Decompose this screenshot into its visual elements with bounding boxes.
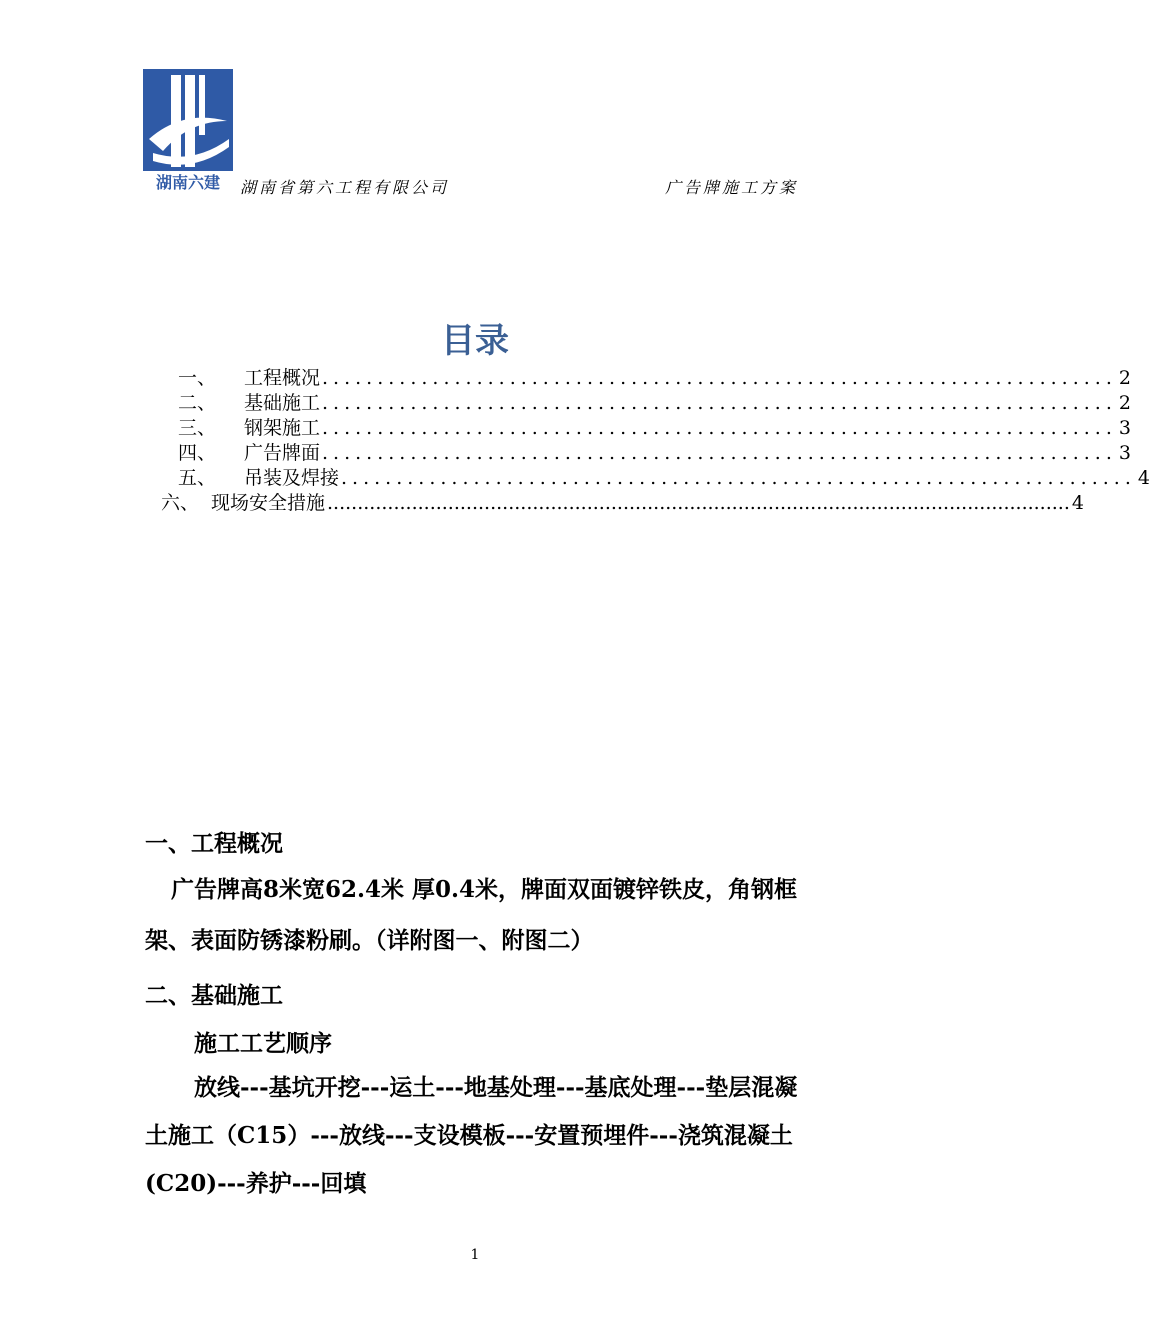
- section-heading-overview: 一、工程概况: [145, 830, 283, 857]
- toc-item[interactable]: [178, 416, 1131, 441]
- toc-item-page: 3: [1118, 442, 1131, 464]
- process-sequence-text: 放线---基坑开挖---运土---地基处理---基底处理---垫层混凝土施工（C15）---放线---支设模板---安置预埋件---浇筑混凝土(C20)---养护---回填: [145, 1074, 798, 1197]
- toc-item-number: 三、: [178, 417, 217, 439]
- toc-leader: ........................................................................: [322, 417, 1117, 439]
- toc-item[interactable]: [161, 491, 1084, 516]
- toc-item-label: 工程概况: [244, 367, 321, 389]
- toc-item-number: 四、: [178, 442, 217, 464]
- company-logo: [143, 69, 233, 193]
- toc-item-label: 基础施工: [244, 392, 321, 414]
- toc-leader: ........................................................................: [341, 467, 1136, 489]
- toc-item-page: 2: [1118, 392, 1131, 414]
- page-number: 1: [470, 1247, 480, 1263]
- toc-item[interactable]: [178, 466, 1150, 491]
- toc-item-number: 二、: [178, 392, 217, 414]
- toc-item-page: 3: [1118, 417, 1131, 439]
- toc-item-label: 钢架施工: [244, 417, 321, 439]
- toc-item-number: 五、: [178, 467, 217, 489]
- toc-item-page: 4: [1071, 492, 1084, 514]
- toc-item-label: 现场安全措施: [211, 492, 326, 514]
- section-body-overview: [145, 864, 810, 966]
- toc-title: 目录: [441, 321, 509, 361]
- toc-item[interactable]: [178, 441, 1131, 466]
- section-heading-foundation: 二、基础施工: [145, 982, 283, 1009]
- toc-item[interactable]: [178, 391, 1131, 416]
- toc-leader: ........................................................................: [322, 392, 1117, 414]
- header-doc-title: 广告牌施工方案: [665, 178, 799, 197]
- toc-leader: ...........................................................................................................................: [327, 492, 1070, 514]
- process-sequence: [145, 1064, 810, 1208]
- toc-leader: ........................................................................: [322, 367, 1117, 389]
- overview-text: 广告牌高8米宽62.4米 厚0.4米，牌面双面镀锌铁皮，角钢框架、表面防锈漆粉刷。（详附图一、附图二）: [145, 876, 798, 954]
- toc-item-number: 一、: [178, 367, 217, 389]
- toc-item-page: 2: [1118, 367, 1131, 389]
- toc-item-label: 吊装及焊接: [244, 467, 340, 489]
- process-subheading: 施工工艺顺序: [194, 1030, 332, 1057]
- toc-item-page: 4: [1137, 467, 1150, 489]
- header-company: 湖南省第六工程有限公司: [240, 178, 450, 197]
- toc-item-label: 广告牌面: [244, 442, 321, 464]
- logo-text: 湖南六建: [155, 173, 221, 192]
- toc-leader: ........................................................................: [322, 442, 1117, 464]
- toc-item-number: 六、: [161, 492, 200, 514]
- toc-item[interactable]: [178, 366, 1131, 391]
